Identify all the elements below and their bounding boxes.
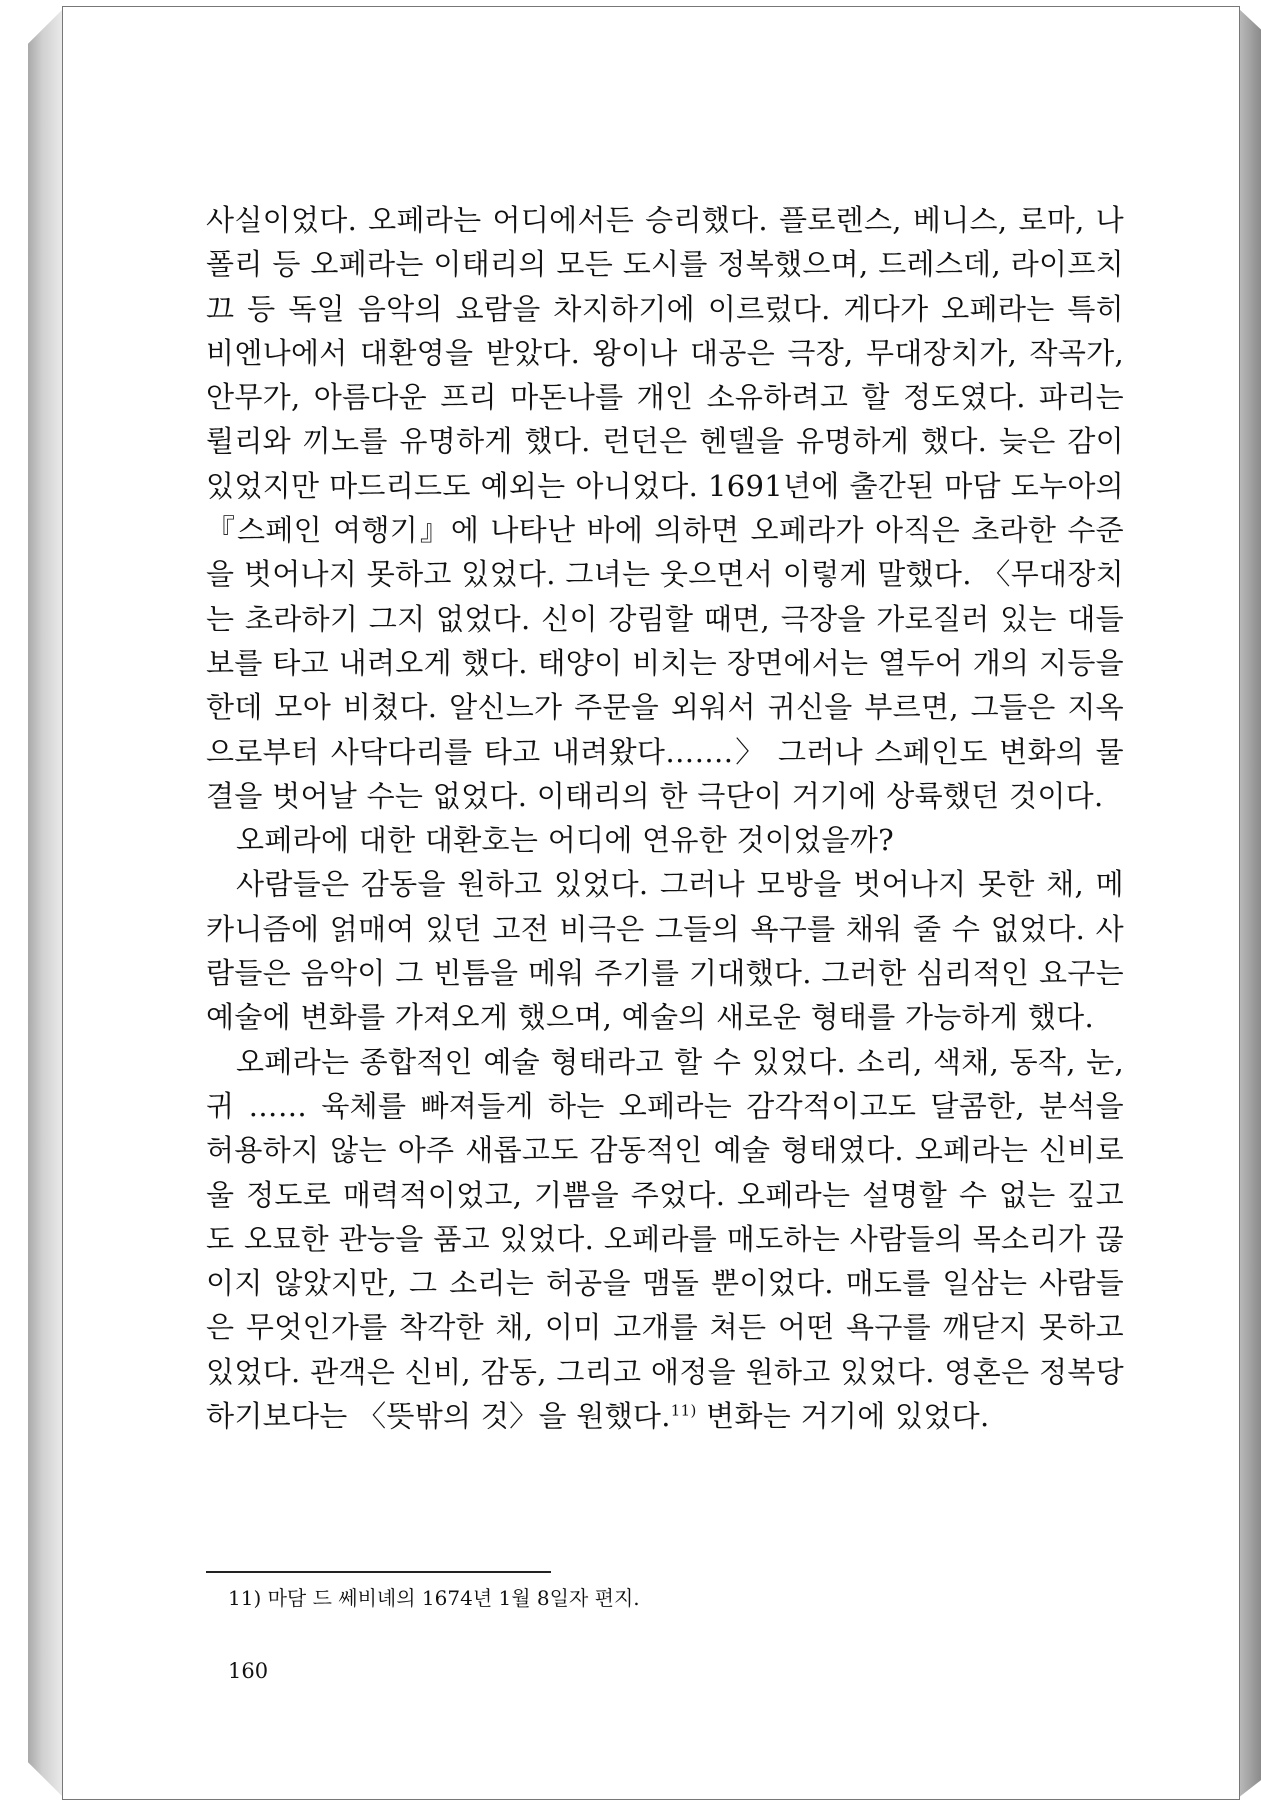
paragraph-4-text: 오페라는 종합적인 예술 형태라고 할 수 있었다. 소리, 색채, 동작, 눈, 귀 …… 육체를 빠져들게 하는 오페라는 감각적이고도 달콤한, 분석을 허용하지 않는 아주 새롭고도 감동적인 예술 형태였다. 오페라는 신비로울 정도로 매력적이었고, 기쁨을 주었다. 오페라는 설명할 수 없는 깊고도 오묘한 관능을 품고 있었다. 오페라를 매도하는 사람들의 목소리가 끊이지 않았지만, 그 소리는 허공을 맴돌 뿐이었다. 매도를 일삼는 사람들은 무엇인가를 착각한 채, 이미 고개를 쳐든 어떤 욕구를 깨닫지 못하고 있었다. 관객은 신비, 감동, 그리고 애정을 원하고 있었다. 영혼은 정복당하기보다는 〈뜻밖의 것〉을 원했다. <box>206 1044 1124 1434</box>
page-number: 160 <box>228 1659 269 1683</box>
paragraph-2: 오페라에 대한 대환호는 어디에 연유한 것이었을까? <box>236 823 895 858</box>
paragraph-3: 사람들은 감동을 원하고 있었다. 그러나 모방을 벗어나지 못한 채, 메카니즘에 얽매여 있던 고전 비극은 그들의 욕구를 채워 줄 수 없었다. 사람들은 음악이 그 빈틈을 메워 주기를 기대했다. 그러한 심리적인 요구는 예술에 변화를 가져오게 했으며, 예술의 새로운 형태를 가능하게 했다. <box>206 867 1124 1035</box>
footnote-divider <box>206 1571 551 1573</box>
footnote-reference: 11) <box>670 1401 697 1420</box>
page-edge-shadow <box>1238 8 1261 1798</box>
paragraph-1: 사실이었다. 오페라는 어디에서든 승리했다. 플로렌스, 베니스, 로마, 나폴리 등 오페라는 이태리의 모든 도시를 정복했으며, 드레스데, 라이프치끄 등 독일 음악의 요람을 차지하기에 이르렀다. 게다가 오페라는 특히 비엔나에서 대환영을 받았다. 왕이나 대공은 극장, 무대장치가, 작곡가, 안무가, 아름다운 프리 마돈나를 개인 소유하려고 할 정도였다. 파리는 륄리와 끼노를 유명하게 했다. 런던은 헨델을 유명하게 했다. 늦은 감이 있었지만 마드리드도 예외는 아니었다. 1691년에 출간된 마담 도누아의 『스페인 여행기』에 나타난 바에 의하면 오페라가 아직은 초라한 수준을 벗어나지 못하고 있었다. 그녀는 웃으면서 이렇게 말했다. 〈무대장치는 초라하기 그지 없었다. 신이 강림할 때면, 극장을 가로질러 있는 대들보를 타고 내려오게 했다. 태양이 비치는 장면에서는 열두어 개의 지등을 한데 모아 비쳤다. 알신느가 주문을 외워서 귀신을 부르면, 그들은 지옥으로부터 사닥다리를 타고 내려왔다…….〉 그러나 스페인도 변화의 물결을 벗어날 수는 없었다. 이태리의 한 극단이 거기에 상륙했던 것이다. <box>206 203 1124 813</box>
paragraph-4-ending: 변화는 거기에 있었다. <box>696 1399 990 1434</box>
book-spine <box>28 8 64 1798</box>
paragraph-4 <box>206 1040 1124 1439</box>
body-text <box>206 198 1124 1438</box>
footnote: 11) 마담 드 쎄비녜의 1674년 1월 8일자 편지. <box>228 1586 640 1610</box>
